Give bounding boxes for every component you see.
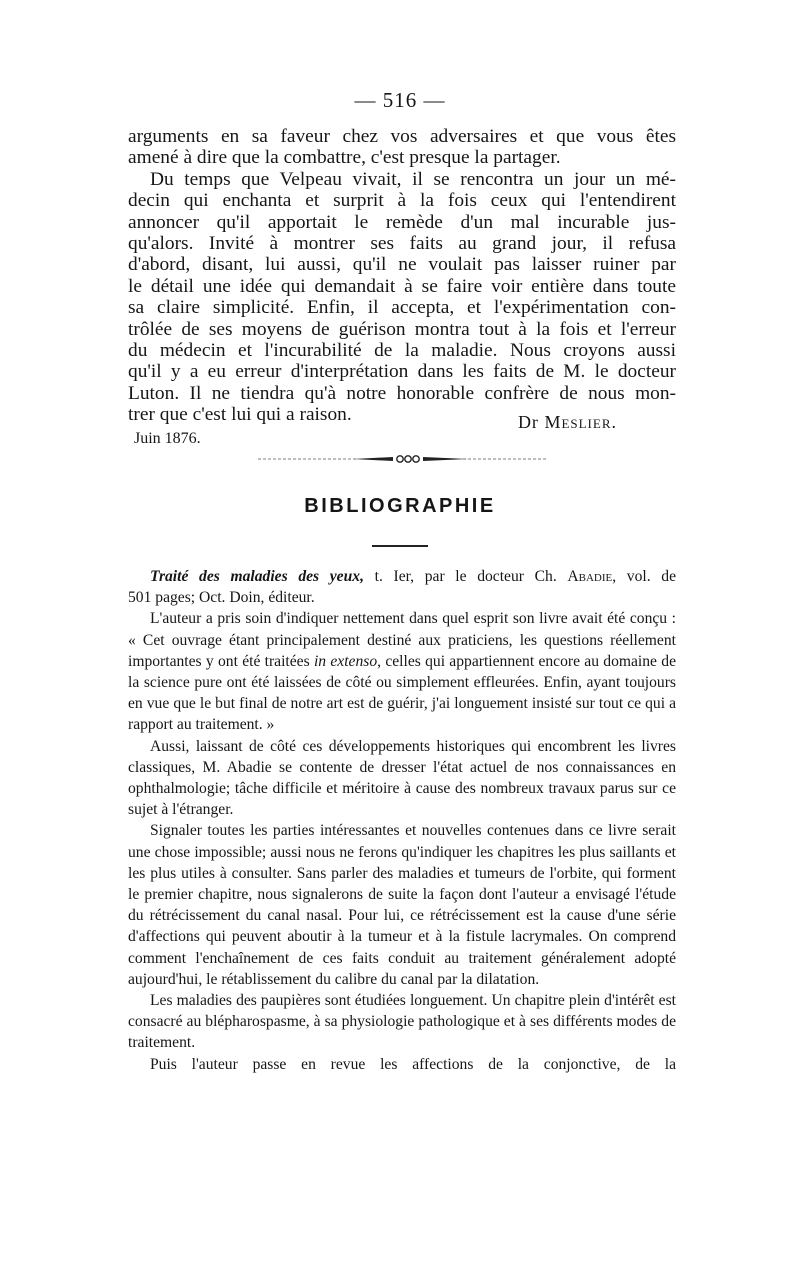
text-line: qu'alors. Invité à montrer ses faits au grand jour, il refusa [128,233,676,255]
text-line: trôlée de ses moyens de guérison montra tout à la fois et l'erreur [128,318,676,340]
paragraph: Aussi, laissant de côté ces développements historiques qui encombrent les livres classiques, M. Abadie se contente de dresser l'état actuel de nos connaissances en ophthalmologie; tâche difficile et méritoire à cause des nombreux travaux parus sur ce sujet à l'étranger. [128,737,676,819]
text-line: du médecin et l'incurabilité de la maladie. Nous croyons aussi [128,340,676,362]
text-line: d'abord, disant, lui aussi, qu'il ne voulait pas laisser ruiner par [128,254,676,276]
reference-title: Traité des maladies des yeux, [150,568,364,585]
bibliography-body [128,566,676,1075]
text-line: amené à dire que la combattre, c'est presque la partager. [128,147,561,169]
text-line: annoncer qu'il apportait le remède d'un mal incurable jus- [128,211,676,233]
signature-name: Meslier. [544,412,617,432]
paragraph: Les maladies des paupières sont étudiées longuement. Un chapitre plein d'intérêt est consacré au blépharospasme, à sa physiologie pathologique et à ses différents modes de traitement. [128,992,676,1052]
signature-prefix: Dr [517,412,539,432]
paragraph: Puis l'auteur passe en revue les affections de la conjonctive, de la [150,1055,676,1073]
text-line: sa claire simplicité. Enfin, il accepta, et l'expérimentation con- [128,297,676,319]
ornament-divider [258,452,548,466]
text-line: le détail une idée qui demandait à se faire voir entière dans toute [128,275,676,297]
text-line: arguments en sa faveur chez vos adversaires et que vous êtes [128,126,676,147]
paragraph-italic: in extenso [313,652,378,670]
paragraph-text: L'auteur a pris soin d'indiquer nettement dans quel esprit son livre avait été conçu : « Cet ouvrage étant principalement destiné aux praticiens, les questions réellement importantes y ont été traitées [128,610,676,670]
paragraph [128,608,676,735]
page-number: — 516 — [354,88,446,112]
reference-volume: t. Ier, par le docteur Ch. [363,568,568,585]
paragraph: Signaler toutes les parties intéressantes et nouvelles contenues dans ce livre serait une chose impossible; aussi nous ne ferons qu'indiquer les chapitres les plus saillants et les plus utiles à consulter. Sans parler des maladies et tumeurs de l'orbite, qui forment le premier chapitre, nous signalerons de suite la façon dont l'auteur a envisagé l'étude du rétrécissement du canal nasal. Pour lui, ce rétrécissement est la cause d'une série d'affections qui peuvent aboutir à la tumeur et à la fistule lacrymales. On comprend comment l'enchaînement de ces faits conduit au traitement généralement adopté aujourd'hui, le rétablissement du calibre du canal par la dilatation. [128,822,676,988]
reference-line-2: 501 pages; Oct. Doin, éditeur. [128,589,315,607]
reference-line [128,566,676,587]
reference-rest: , vol. de [612,568,676,585]
text-line: decin qui enchanta et surprit à la fois ceux qui l'entendirent [128,190,676,212]
text-line: trer que c'est lui qui a raison. [128,404,352,426]
continued-text [128,126,676,426]
text-line: qu'il y a eu erreur d'interprétation dans les faits de M. le docteur [128,361,676,383]
title-rule [372,545,428,547]
paragraph-text: , celles qui appartiennent encore au domaine de la science pure ont été laissées de côté ou simplement effleurées. Enfin, ayant toujours en vue que le but final de notre art est de guérir, j'ai longuement insisté sur tout ce qui a rapport au traitement. » [128,652,676,734]
text-line: Luton. Il ne tiendra qu'à notre honorable confrère de nous mon- [128,382,676,404]
signature [518,412,617,433]
section-title: BIBLIOGRAPHIE [304,495,496,517]
date: Juin 1876. [134,430,201,447]
text-line: Du temps que Velpeau vivait, il se rencontra un jour un mé- [150,168,676,190]
reference-author: Abadie [567,568,613,585]
